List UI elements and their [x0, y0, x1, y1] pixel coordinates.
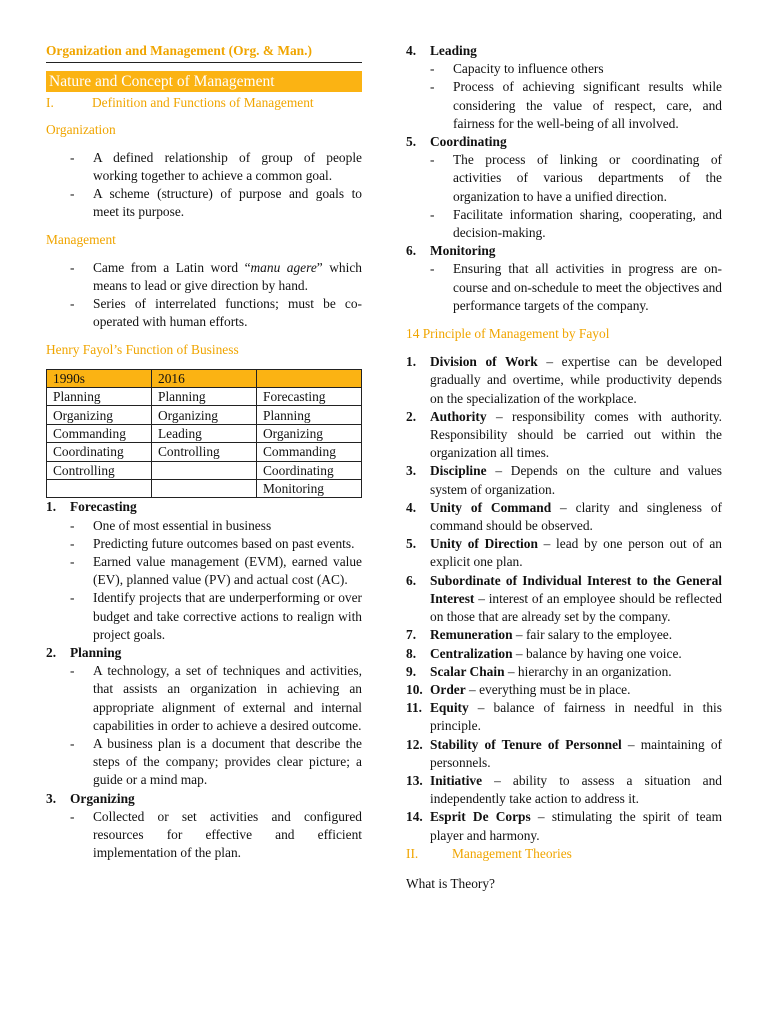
- closing-question: What is Theory?: [406, 875, 495, 891]
- function-sublist: [70, 517, 362, 644]
- table-header-cell: 2016: [152, 369, 257, 387]
- principles-heading: 14 Principle of Management by Fayol: [406, 326, 610, 342]
- function-sublist: [70, 662, 362, 789]
- management-list: [46, 259, 362, 332]
- section-heading-1: [46, 94, 362, 112]
- principle-item: 14. Esprit De Corps – stimulating the spirit of team player and harmony.: [406, 809, 722, 843]
- section-number: I.: [46, 95, 54, 111]
- latin-term: manu agere: [250, 259, 317, 275]
- section-number: II.: [406, 845, 419, 861]
- table-row: Organizing Organizing Planning: [47, 406, 362, 424]
- list-item: - Identify projects that are underperforming or over budget and take corrective actions to realign with project goals.: [70, 589, 362, 644]
- principle-item: 8. Centralization – balance by having one voice.: [406, 645, 682, 661]
- table-row: Planning Planning Forecasting: [47, 388, 362, 406]
- list-item: - Earned value management (EVM), earned value (EV), planned value (PV) and actual cost (AC).: [70, 553, 362, 589]
- topic-banner: Nature and Concept of Management: [46, 71, 362, 92]
- principle-item: 7. Remuneration – fair salary to the employee.: [406, 627, 673, 643]
- principle-item: 2. Authority – responsibility comes with authority. Responsibility should be carried out within the organization all times.: [406, 408, 722, 461]
- list-item: - Ensuring that all activities in progress are on-course and on-schedule to meet the objectives and performance targets of the company.: [430, 260, 722, 315]
- principles-list: [406, 353, 722, 844]
- list-item: - Process of achieving significant results while considering the value of respect, care, and fairness for the well-being of all involved.: [430, 78, 722, 133]
- principle-item: 6. Subordinate of Individual Interest to the General Interest – interest of an employee should be reflected on those that are already set by the company.: [406, 572, 722, 625]
- function-item-forecasting: 1. Forecasting - One of most essential in business - Predicting future outcomes based on past events. - Earned value management (EVM), earned value (EV), planned value (PV) and actual cost (AC). - Identify projects that are underperforming or over budget and take corrective actions to realign with project goals.: [46, 498, 362, 644]
- list-item: - A business plan is a document that describe the steps of the company; provides clear picture; a guide or a mind map.: [70, 735, 362, 790]
- organization-list: [46, 149, 362, 222]
- principle-item: 13. Initiative – ability to assess a situation and independently take action to address it.: [406, 772, 722, 807]
- list-item: - A scheme (structure) of purpose and goals to meet its purpose.: [70, 185, 362, 221]
- function-title: Organizing: [70, 790, 135, 806]
- principle-item: 12. Stability of Tenure of Personnel – maintaining of personnels.: [406, 736, 722, 770]
- function-item-organizing: 3. Organizing - Collected or set activities and configured resources for effective and efficient implementation of the plan.: [46, 790, 362, 863]
- principle-item: 1. Division of Work – expertise can be developed gradually and overtime, while productivity depends on the specialization of the workplace.: [406, 354, 722, 406]
- document-title: Organization and Management (Org. & Man.): [46, 42, 362, 63]
- principle-item: 11. Equity – balance of fairness in needful in this principle.: [406, 700, 722, 734]
- table-row: Controlling Coordinating: [47, 461, 362, 479]
- section-title: Management Theories: [452, 845, 572, 861]
- function-sublist: [430, 260, 722, 315]
- function-sublist: [430, 60, 722, 133]
- function-item-coordinating: 5. Coordinating - The process of linking or coordinating of activities of various departments of the organization to have a unified direction. - Facilitate information sharing, cooperating, and decision-making.: [406, 133, 722, 242]
- list-item: - A technology, a set of techniques and activities, that assists an organization in achieving an appropriate alignment of external and internal capabilities in order to achieve a desired outcome.: [70, 662, 362, 735]
- function-item-monitoring: 6. Monitoring - Ensuring that all activities in progress are on-course and on-schedule to meet the objectives and performance targets of the company.: [406, 242, 722, 315]
- function-sublist: [70, 808, 362, 863]
- function-title: Planning: [70, 645, 122, 660]
- list-item: - One of most essential in business: [70, 517, 362, 535]
- list-item: - A defined relationship of group of people working together to achieve a common goal.: [70, 149, 362, 185]
- principle-item: 5. Unity of Direction – lead by one person out of an explicit one plan.: [406, 536, 722, 570]
- table-row: Commanding Leading Organizing: [47, 424, 362, 442]
- list-item: - Predicting future outcomes based on past events.: [70, 535, 362, 553]
- list-item: - Facilitate information sharing, cooperating, and decision-making.: [430, 206, 722, 242]
- table-header-cell: [257, 369, 362, 387]
- management-heading: Management: [46, 232, 116, 248]
- table-header-cell: 1990s: [47, 369, 152, 387]
- left-column: [46, 42, 362, 862]
- principle-item: 9. Scalar Chain – hierarchy in an organization.: [406, 663, 672, 679]
- functions-table: [46, 369, 362, 499]
- table-header-row: [47, 369, 362, 387]
- table-row: Monitoring: [47, 479, 362, 497]
- list-item: - Series of interrelated functions; must be co-operated with human efforts.: [70, 295, 362, 331]
- principle-item: 10. Order – everything must be in place.: [406, 681, 631, 697]
- list-item: - Came from a Latin word “manu agere” which means to lead or give direction by hand.: [70, 259, 362, 295]
- function-item-leading: 4. Leading - Capacity to influence others - Process of achieving significant results while considering the value of respect, care, and fairness for the well-being of all involved.: [406, 42, 722, 133]
- fayol-business-heading: Henry Fayol’s Function of Business: [46, 342, 239, 358]
- function-title: Forecasting: [70, 499, 137, 515]
- list-item: - Capacity to influence others: [430, 60, 722, 78]
- function-item-planning: 2. Planning - A technology, a set of techniques and activities, that assists an organization in achieving an appropriate alignment of external and internal capabilities in order to achieve a desired outcome. - A business plan is a document that describe the steps of the company; provides clear picture; a guide or a mind map.: [46, 644, 362, 790]
- function-title: Monitoring: [430, 243, 496, 259]
- principle-item: 4. Unity of Command – clarity and singleness of command should be observed.: [406, 499, 722, 534]
- function-title: Leading: [430, 43, 477, 58]
- section-heading-2: [406, 845, 722, 863]
- list-item: - The process of linking or coordinating of activities of various departments of the organization to have a unified direction.: [430, 151, 722, 206]
- table-row: Coordinating Controlling Commanding: [47, 443, 362, 461]
- organization-heading: Organization: [46, 122, 116, 138]
- section-title: Definition and Functions of Management: [92, 95, 314, 111]
- functions-list-right: [406, 42, 722, 315]
- function-sublist: [430, 151, 722, 242]
- functions-list-left: [46, 498, 362, 862]
- list-item: - Collected or set activities and configured resources for effective and efficient implementation of the plan.: [70, 808, 362, 863]
- function-title: Coordinating: [430, 134, 507, 150]
- right-column: [406, 42, 722, 893]
- principle-item: 3. Discipline – Depends on the culture and values system of organization.: [406, 463, 722, 497]
